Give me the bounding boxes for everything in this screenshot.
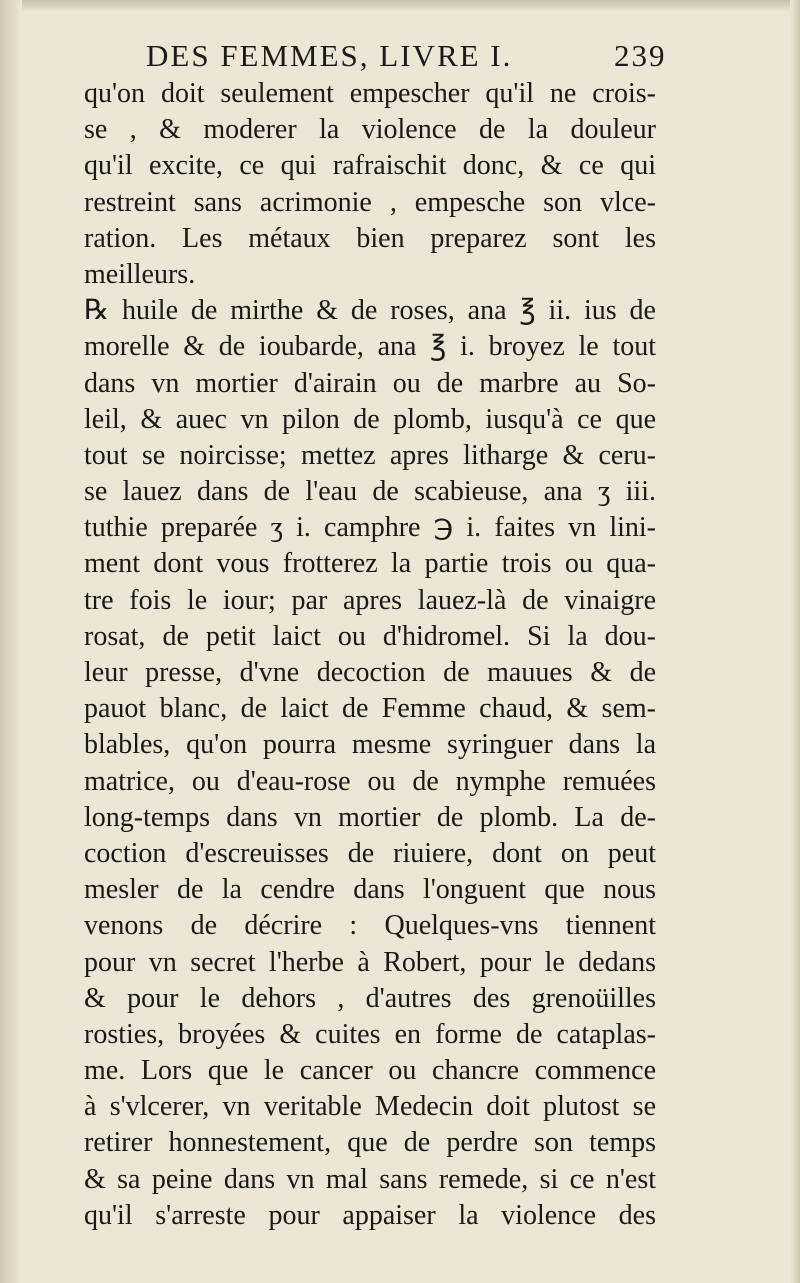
page-top-edge xyxy=(0,0,800,12)
text-line: long-temps dans vn mortier de plomb. La de- xyxy=(84,801,656,833)
text-line: matrice, ou d'eau-rose ou de nymphe remuées xyxy=(84,765,656,797)
text-line: & sa peine dans vn mal sans remede, si ce n'est xyxy=(84,1163,656,1195)
text-line: mesler de la cendre dans l'onguent que nous xyxy=(84,874,656,906)
text-line: se lauez dans de l'eau de scabieuse, ana ʒ iii. xyxy=(84,476,656,508)
text-line: tre fois le iour; par apres lauez-là de vinaigre xyxy=(84,584,656,616)
text-line: meilleurs. xyxy=(84,258,196,290)
text-line: ment dont vous frotterez la partie trois ou qua- xyxy=(84,548,656,580)
running-title: DES FEMMES, LIVRE I. xyxy=(146,38,513,73)
text-line: rosties, broyées & cuites en forme de cataplas- xyxy=(84,1018,656,1050)
page-gutter-shadow xyxy=(0,0,22,1283)
text-line: tuthie preparée ʒ i. camphre ℈ i. faites vn lini- xyxy=(84,512,656,544)
text-line: pour vn secret l'herbe à Robert, pour le dedans xyxy=(84,946,656,978)
text-line: retirer honnestement, que de perdre son temps xyxy=(84,1127,656,1159)
page-number: 239 xyxy=(614,38,667,73)
text-line: dans vn mortier d'airain ou de marbre au So- xyxy=(84,367,656,399)
text-line: morelle & de ioubarde, ana ℥ i. broyez le tout xyxy=(84,331,656,363)
text-line: tout se noircisse; mettez apres litharge & ceru- xyxy=(84,439,656,471)
text-line: me. Lors que le cancer ou chancre commence xyxy=(84,1055,656,1087)
text-line: pauot blanc, de laict de Femme chaud, & sem- xyxy=(84,693,656,725)
text-line: coction d'escreuisses de riuiere, dont on peut xyxy=(84,837,656,869)
text-line: rosat, de petit laict ou d'hidromel. Si la dou- xyxy=(84,620,656,652)
text-line: venons de décrire : Quelques-vns tiennent xyxy=(84,910,656,942)
text-line: ration. Les métaux bien preparez sont les xyxy=(84,222,656,254)
text-line: qu'on doit seulement empescher qu'il ne crois- xyxy=(84,78,656,109)
body-text xyxy=(84,76,656,1234)
text-line: leur presse, d'vne decoction de mauues & de xyxy=(84,657,656,688)
text-line: leil, & auec vn pilon de plomb, iusqu'à ce que xyxy=(84,403,656,435)
text-line: ℞ huile de mirthe & de roses, ana ℥ ii. ius de xyxy=(84,295,656,327)
text-line: & pour le dehors , d'autres des grenoüilles xyxy=(84,982,656,1014)
text-line: à s'vlcerer, vn veritable Medecin doit plutost se xyxy=(84,1091,656,1123)
text-line: se , & moderer la violence de la douleur xyxy=(84,114,656,146)
text-line: qu'il excite, ce qui rafraischit donc, & ce qui xyxy=(84,150,656,182)
text-line: blables, qu'on pourra mesme syringuer dans la xyxy=(84,729,656,761)
text-line: restreint sans acrimonie , empesche son vlce- xyxy=(84,186,656,218)
text-line: qu'il s'arreste pour appaiser la violence des xyxy=(84,1199,656,1231)
page-right-edge xyxy=(790,0,800,1283)
